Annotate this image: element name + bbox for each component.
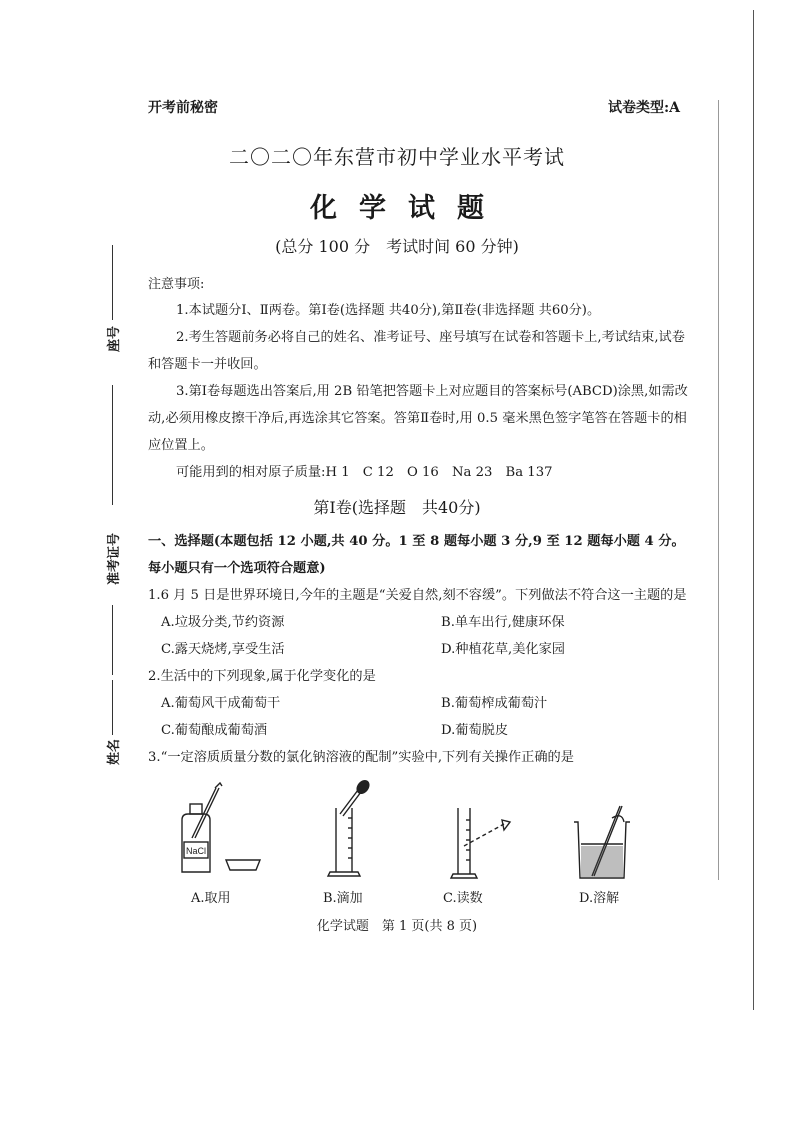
page-footer: 化学试题 第 1 页(共 8 页) [316, 919, 478, 934]
seat-line [112, 245, 113, 320]
name-label: 姓名 [107, 738, 122, 765]
note-item-3: 3.第Ⅰ卷每题选出答案后,用 2B 铅笔把答题卡上对应题目的答案标号(ABCD)涂黑,如需改动,必须用橡皮擦干净后,再选涂其它答案。答第Ⅱ卷时,用 0.5 毫米黑色签字笔答在答题卡的相应位置上。 [148, 384, 688, 453]
score-line: (总分 100 分 考试时间 60 分钟) [275, 237, 519, 256]
question-2-option-a: A.葡萄风干成葡萄干 [161, 696, 281, 711]
question-2-stem: 2.生活中的下列现象,属于化学变化的是 [148, 669, 376, 684]
question-3-stem: 3.“一定溶质质量分数的氯化钠溶液的配制”实验中,下列有关操作正确的是 [148, 750, 574, 765]
exam-id-line-upper [112, 385, 113, 505]
figure-a-caption: A.取用 [191, 891, 231, 906]
figure-b-dropping [318, 778, 378, 882]
exam-title: 二〇二〇年东营市初中学业水平考试 [229, 145, 565, 169]
section-one-heading: 一、选择题(本题包括 12 小题,共 40 分。1 至 8 题每小题 3 分,9 至 12 题每小题 4 分。每小题只有一个选项符合题意) [148, 534, 685, 576]
question-2-option-d: D.葡萄脱皮 [441, 723, 509, 738]
question-1-option-a: A.垃圾分类,节约资源 [161, 615, 285, 630]
subject-title: 化学试题 [310, 193, 506, 224]
figure-c-reading [448, 800, 518, 882]
figure-d-dissolving [570, 800, 640, 882]
question-2-option-c: C.葡萄酿成葡萄酒 [161, 723, 268, 738]
question-1-option-d: D.种植花草,美化家园 [441, 642, 565, 657]
atomic-mass-line: 可能用到的相对原子质量:H 1 C 12 O 16 Na 23 Ba 137 [176, 465, 553, 480]
notes-heading: 注意事项: [148, 277, 205, 292]
name-line [112, 680, 113, 735]
paper-type-label: 试卷类型:A [608, 100, 681, 116]
question-1-stem: 1.6 月 5 日是世界环境日,今年的主题是“关爱自然,刻不容缓”。下列做法不符合这一主题的是 [148, 588, 687, 603]
exam-id-label: 准考证号 [107, 532, 122, 585]
figure-c-caption: C.读数 [443, 891, 483, 906]
confidential-label: 开考前秘密 [148, 100, 218, 116]
note-item-1: 1.本试题分Ⅰ、Ⅱ两卷。第Ⅰ卷(选择题 共40分),第Ⅱ卷(非选择题 共60分)。 [176, 303, 601, 318]
figure-a-taking-reagent [176, 780, 266, 880]
part-one-heading: 第Ⅰ卷(选择题 共40分) [313, 498, 481, 517]
question-1-option-c: C.露天烧烤,享受生活 [161, 642, 285, 657]
question-1-option-b: B.单车出行,健康环保 [441, 615, 565, 630]
nacl-label: NaCl [186, 846, 207, 856]
scan-edge-inner [718, 100, 719, 880]
seat-label: 座号 [107, 325, 122, 352]
figure-d-caption: D.溶解 [579, 891, 620, 906]
question-2-option-b: B.葡萄榨成葡萄汁 [441, 696, 548, 711]
exam-id-line-lower [112, 605, 113, 675]
note-item-2: 2.考生答题前务必将自己的姓名、准考证号、座号填写在试卷和答题卡上,考试结束,试卷和答题卡一并收回。 [148, 330, 685, 372]
notes-list [148, 297, 696, 486]
figure-b-caption: B.滴加 [323, 891, 363, 906]
